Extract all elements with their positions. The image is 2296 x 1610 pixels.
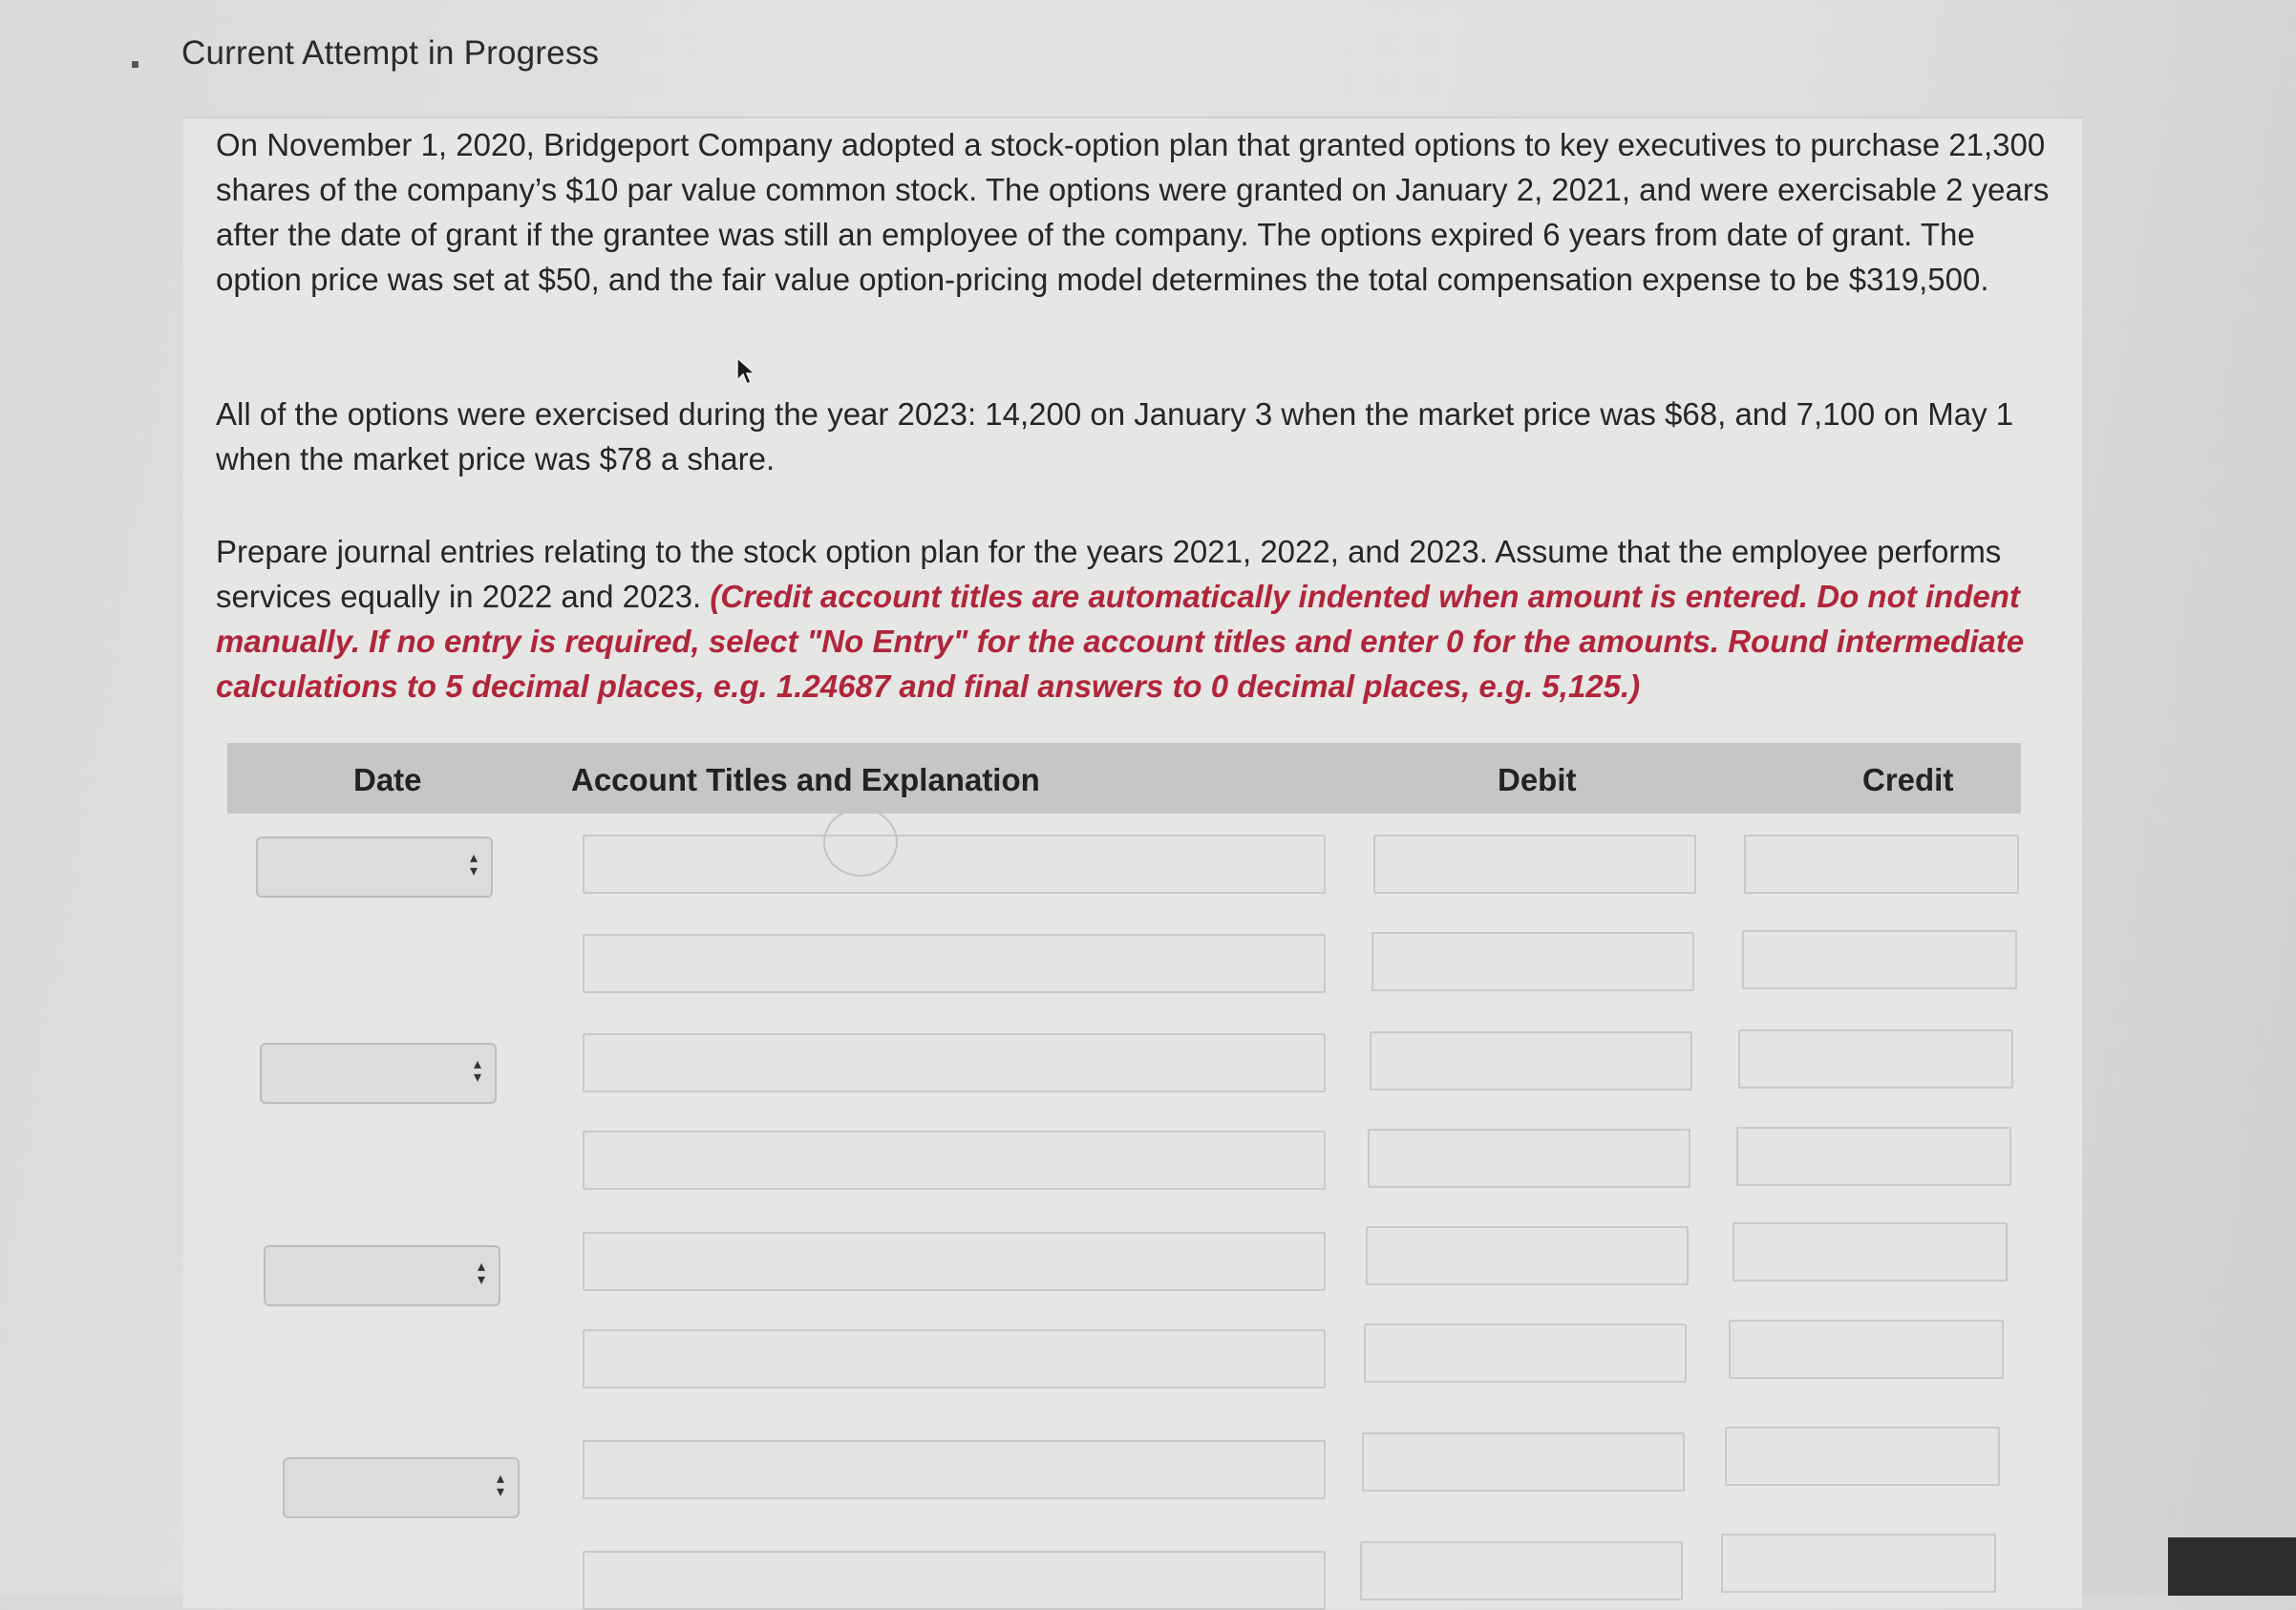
loading-ring bbox=[823, 808, 898, 877]
problem-instructions-lead: Prepare journal entries relating to the stock option plan for the years 2021, 2022, and 2023. Assume that the employee performs services equally in 2022 and 2023. bbox=[216, 534, 2002, 614]
debit-input[interactable] bbox=[1364, 1324, 1687, 1383]
problem-paragraph-2: All of the options were exercised during the year 2023: 14,200 on January 3 when the market price was $68, and 7,100 on May 1 when the market price was $78 a share. bbox=[216, 396, 2014, 477]
problem-instructions: (Credit account titles are automatically indented when amount is entered. Do not indent manually. If no entry is required, select "No Entry" for the account titles and enter 0 for the amounts. Round intermediate calculations to 5 decimal places, e.g. 1.24687 and final answers to 0 decimal places, e.g. 5,125.) bbox=[216, 579, 2025, 704]
account-input[interactable] bbox=[583, 934, 1326, 993]
screen-edge-shadow bbox=[2168, 1537, 2296, 1596]
account-input[interactable] bbox=[583, 1440, 1326, 1499]
credit-input[interactable] bbox=[1725, 1427, 2000, 1486]
header-date: Date bbox=[353, 762, 422, 797]
account-input[interactable] bbox=[583, 835, 1326, 894]
account-input[interactable] bbox=[583, 1232, 1326, 1291]
account-input[interactable] bbox=[583, 1551, 1326, 1610]
credit-input[interactable] bbox=[1744, 835, 2019, 894]
debit-input[interactable] bbox=[1373, 835, 1696, 894]
debit-input[interactable] bbox=[1362, 1432, 1685, 1492]
header-debit: Debit bbox=[1498, 762, 1577, 797]
updown-arrows-icon: ▴ ▾ bbox=[473, 1056, 481, 1086]
date-select-3[interactable] bbox=[264, 1245, 500, 1306]
credit-input[interactable] bbox=[1733, 1222, 2008, 1282]
debit-input[interactable] bbox=[1371, 932, 1694, 991]
mouse-pointer-icon bbox=[735, 357, 756, 388]
updown-arrows-icon: ▴ ▾ bbox=[496, 1471, 504, 1500]
journal-table-header bbox=[227, 743, 2021, 814]
header-account: Account Titles and Explanation bbox=[571, 762, 1040, 797]
updown-arrows-icon: ▴ ▾ bbox=[469, 850, 478, 879]
credit-input[interactable] bbox=[1736, 1127, 2011, 1186]
credit-input[interactable] bbox=[1742, 930, 2017, 989]
problem-paragraph-1: On November 1, 2020, Bridgeport Company adopted a stock-option plan that granted options to key executives to purchase 21,300 shares of the company’s $10 par value common stock. The options were granted on January 2, 2021, and were exercisable 2 years after the date of grant if the grantee was still an employee of the company. The options expired 6 years from date of grant. The option price was set at $50, and the fair value option-pricing model determines the total compensation expense to be $319,500. bbox=[216, 127, 2050, 297]
debit-input[interactable] bbox=[1370, 1031, 1692, 1091]
debit-input[interactable] bbox=[1360, 1541, 1683, 1600]
section-title: Current Attempt in Progress bbox=[181, 34, 600, 72]
account-input[interactable] bbox=[583, 1033, 1326, 1092]
date-select-4[interactable] bbox=[283, 1457, 520, 1518]
date-select-2[interactable] bbox=[260, 1043, 497, 1104]
credit-input[interactable] bbox=[1738, 1029, 2013, 1089]
debit-input[interactable] bbox=[1366, 1226, 1689, 1285]
bullet-icon bbox=[132, 61, 138, 68]
header-credit: Credit bbox=[1862, 762, 1954, 797]
updown-arrows-icon: ▴ ▾ bbox=[477, 1259, 485, 1288]
date-select-1[interactable] bbox=[256, 837, 493, 898]
credit-input[interactable] bbox=[1729, 1320, 2004, 1379]
account-input[interactable] bbox=[583, 1329, 1326, 1388]
credit-input[interactable] bbox=[1721, 1534, 1996, 1593]
account-input[interactable] bbox=[583, 1131, 1326, 1190]
problem-paragraph-3 bbox=[216, 529, 2059, 709]
debit-input[interactable] bbox=[1368, 1129, 1690, 1188]
